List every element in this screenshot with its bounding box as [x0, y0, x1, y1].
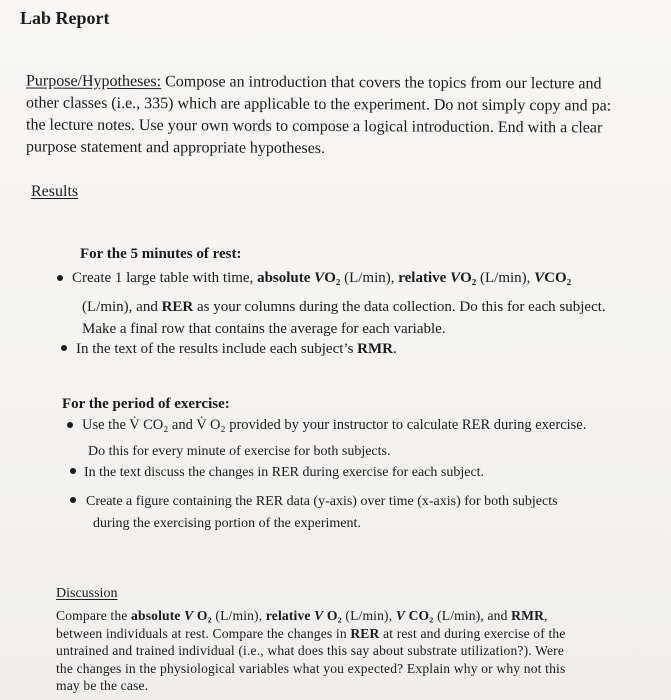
rest-bullet-1-line-2: (L/min), and RER as your columns during the data collection. Do this for each subject. [82, 299, 606, 315]
discussion-line-5: may be the case. [56, 678, 149, 693]
bullet-icon [67, 422, 73, 428]
rest-section-title: For the 5 minutes of rest: [80, 246, 242, 262]
discussion-line-3: untrained and trained individual (i.e., what does this say about substrate utilization?). Were [56, 643, 565, 658]
bullet-icon [57, 275, 63, 281]
exercise-section-title: For the period of exercise: [62, 396, 230, 412]
purpose-line-4: purpose statement and appropriate hypotheses. [26, 138, 326, 158]
exercise-bullet-1-line-1: Use the V̇ CO₂ and V̇ O₂ provided by your instructor to calculate RER during exercise. [82, 417, 587, 433]
discussion-line-2: between individuals at rest. Compare the changes in RER at rest and during exercise of the [56, 625, 566, 641]
bullet-icon [70, 468, 76, 474]
exercise-bullet-3-line-1: Create a figure containing the RER data (y-axis) over time (x-axis) for both subjects [86, 494, 558, 509]
rest-bullet-1-line-1: Create 1 large table with time, absolute VO₂ (L/min), relative VO₂ (L/min), VCO₂ [72, 270, 572, 286]
bullet-icon [70, 497, 76, 503]
purpose-line-3: the lecture notes. Use your own words to compose a logical introduction. End with a clear [26, 116, 603, 137]
discussion-line-1: Compare the absolute V O₂ (L/min), relative V O₂ (L/min), V CO₂ (L/min), and RMR, [56, 608, 548, 623]
discussion-heading: Discussion [56, 586, 118, 601]
results-heading: Results [31, 183, 79, 200]
purpose-paragraph [26, 70, 611, 161]
exercise-bullet-1-line-2: Do this for every minute of exercise for both subjects. [88, 444, 391, 459]
purpose-heading: Purpose/Hypotheses: [26, 72, 162, 91]
page-title: Lab Report [20, 8, 110, 28]
discussion-line-4: the changes in the physiological variables what you expected? Explain why or why not this [56, 660, 566, 676]
exercise-bullet-2: In the text discuss the changes in RER during exercise for each subject. [84, 465, 485, 480]
purpose-line-1 [26, 70, 611, 95]
bullet-icon [61, 345, 67, 351]
rest-bullet-1-line-3: Make a final row that contains the average for each variable. [82, 321, 446, 337]
purpose-line-2: other classes (i.e., 335) which are applicable to the experiment. Do not simply copy and pa: [26, 94, 612, 115]
discussion-paragraph [56, 607, 566, 695]
rest-bullet-2: In the text of the results include each subject’s RMR. [76, 341, 397, 357]
exercise-bullet-3-line-2: during the exercising portion of the experiment. [93, 516, 361, 531]
purpose-text-1: Compose an introduction that covers the topics from our lecture and [161, 73, 602, 93]
